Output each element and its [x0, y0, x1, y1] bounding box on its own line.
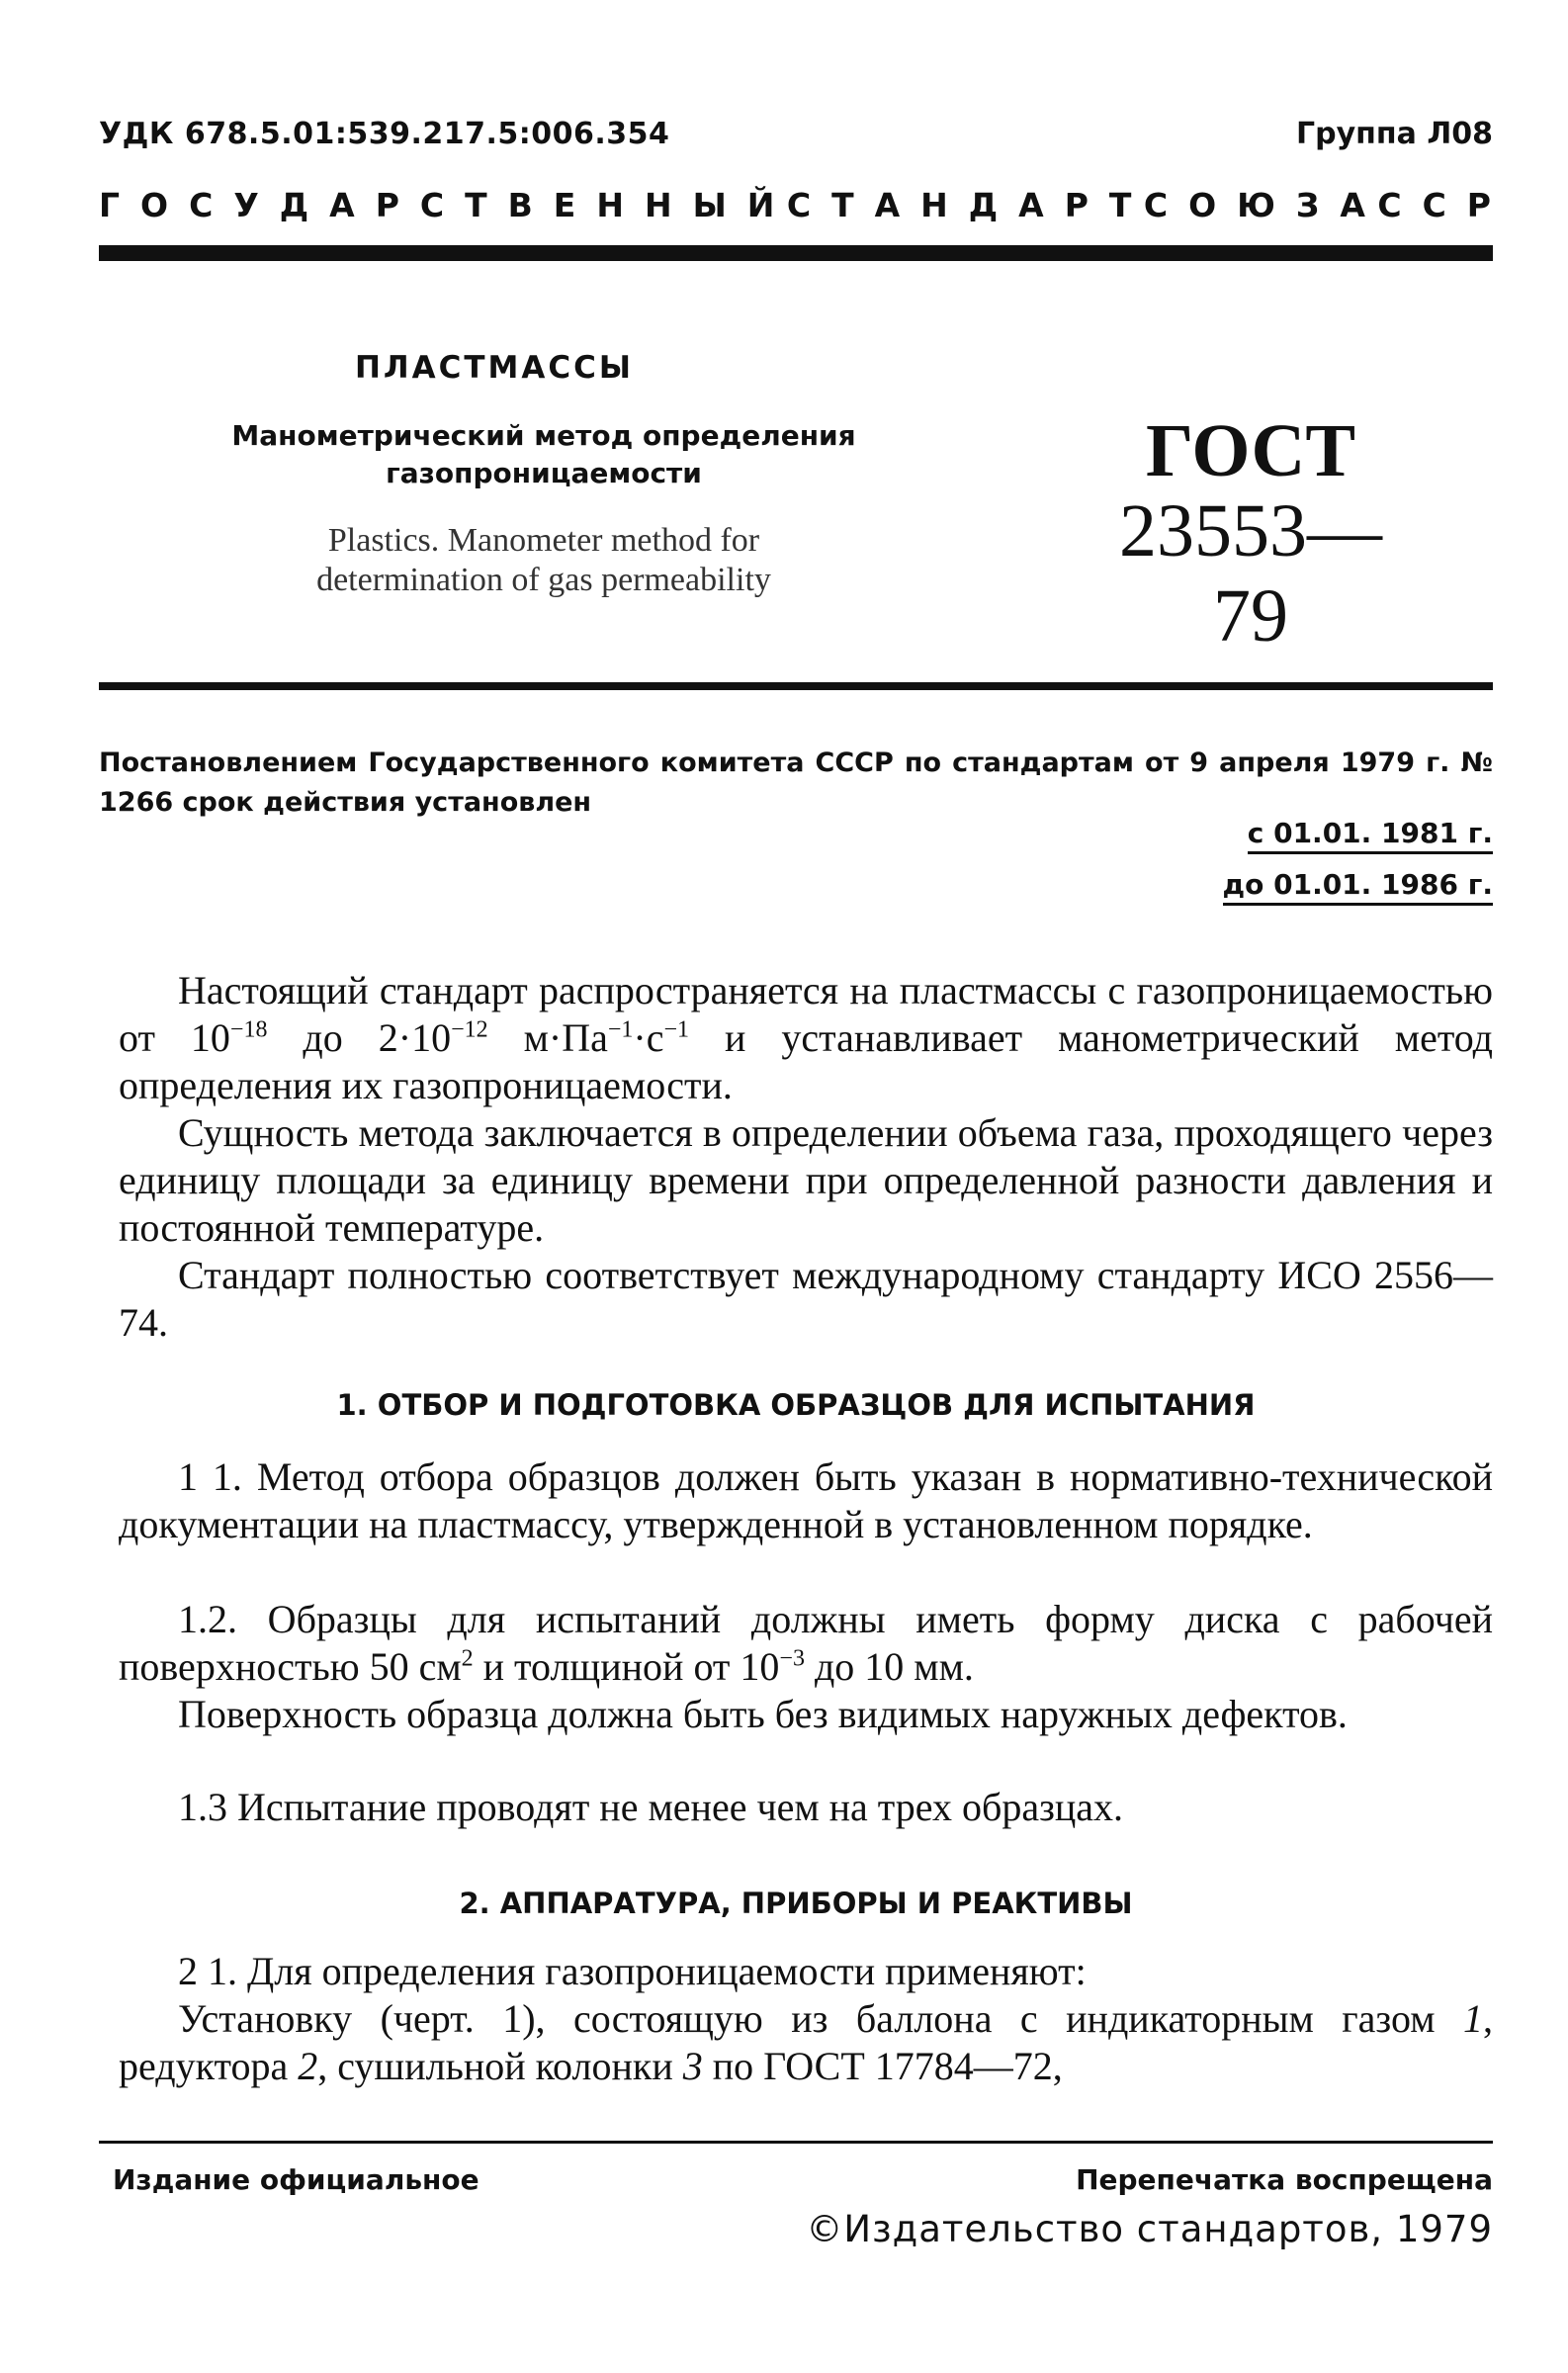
banner-letter: Г [99, 186, 121, 224]
superscript: −12 [451, 1016, 488, 1043]
banner-letter: А [1340, 186, 1365, 224]
text-run: ·с [633, 1015, 664, 1060]
text-run: Настоящий стандарт распространяется на пластмассы с газопроницаемостью от 10 [119, 968, 1493, 1060]
section-1-paragraph-2 [119, 1596, 1493, 1691]
document-title: ПЛАСТМАССЫ [354, 350, 635, 386]
banner-word-2 [787, 186, 1132, 224]
banner-letter: Р [375, 186, 399, 224]
text-run: 1.2. Образцы для испытаний должны иметь форму диска с рабочей поверхностью 50 см [119, 1597, 1493, 1689]
banner-letter: У [233, 186, 259, 224]
text-run: до 2·10 [267, 1015, 452, 1060]
banner-letter: Н [920, 186, 948, 224]
decree-text: Постановлением Государственного комитета СССР по стандартам от 9 апреля 1979 г. № 1266 срок действия установлен [99, 747, 1493, 818]
superscript: −1 [607, 1016, 634, 1043]
group-code: Группа Л08 [1296, 117, 1493, 151]
effective-date-to: до 01.01. 1986 г. [1223, 868, 1494, 906]
banner-letter: С [786, 186, 812, 224]
superscript: 2 [461, 1645, 474, 1672]
banner-letter: Е [553, 186, 576, 224]
section-2-paragraph-2 [119, 1995, 1493, 2090]
banner-letter: Н [644, 186, 672, 224]
english-title-line-1: Plastics. Manometer method for [327, 522, 760, 559]
banner-letter: Д [968, 186, 999, 224]
banner-letter: З [1295, 186, 1320, 224]
text-run: до 10 мм. [804, 1644, 974, 1689]
banner-word-3 [1144, 186, 1365, 224]
banner-letter: С [1143, 186, 1169, 224]
item-number: 3 [682, 2044, 703, 2088]
text-run: Установку (черт. 1), состоящую из баллона с индикаторным газом [178, 1996, 1463, 2041]
thick-divider [99, 245, 1493, 261]
document-subtitle [198, 417, 890, 492]
subtitle-line-1: Манометрический метод определения [231, 419, 856, 452]
english-title-line-2: determination of gas permeability [316, 562, 771, 598]
item-number: 2 [298, 2044, 318, 2088]
banner-letter: А [329, 186, 355, 224]
banner-letter: Р [1064, 186, 1089, 224]
union-standard-banner [99, 186, 1491, 224]
intro-paragraph-3: Стандарт полностью соответствует международному стандарту ИСО 2556—74. [119, 1253, 1493, 1345]
banner-letter: С [1377, 186, 1402, 224]
banner-letter: В [507, 186, 533, 224]
banner-letter: А [874, 186, 901, 224]
section-1-heading: 1. ОТБОР И ПОДГОТОВКА ОБРАЗЦОВ ДЛЯ ИСПЫТАНИЯ [336, 1388, 1256, 1422]
superscript: −18 [229, 1016, 268, 1043]
banner-letter: Н [596, 186, 624, 224]
text-run: , редуктора [119, 1996, 1493, 2088]
section-2-paragraph-1: 2 1. Для определения газопроницаемости применяют: [178, 1949, 1087, 1993]
banner-letter: Т [831, 186, 854, 224]
banner-letter: О [140, 186, 169, 224]
banner-letter: О [1188, 186, 1217, 224]
reprint-note: Перепечатка воспрещена [1076, 2163, 1493, 2196]
text-run: по ГОСТ 17784—72, [702, 2044, 1063, 2088]
section-1-paragraph-4: 1.3 Испытание проводят не менее чем на трех образцах. [178, 1785, 1124, 1829]
superscript: −1 [663, 1016, 690, 1043]
banner-letter: С [189, 186, 214, 224]
section-2-heading: 2. АППАРАТУРА, ПРИБОРЫ И РЕАКТИВЫ [459, 1887, 1133, 1920]
gost-label: ГОСТ [1145, 409, 1356, 492]
banner-letter: Т [1108, 186, 1132, 224]
title-divider [99, 682, 1493, 690]
udk-code: УДК 678.5.01:539.217.5:006.354 [99, 117, 670, 151]
banner-letter: С [419, 186, 445, 224]
text-run: м·Па [487, 1015, 608, 1060]
banner-word-4 [1377, 186, 1491, 224]
effective-date-from: с 01.01. 1981 г. [1248, 817, 1493, 854]
banner-letter: Ы [692, 186, 727, 224]
banner-letter: Д [279, 186, 309, 224]
banner-letter: Т [465, 186, 487, 224]
text-run: и толщиной от 10 [473, 1644, 780, 1689]
banner-letter: С [1422, 186, 1446, 224]
superscript: −3 [779, 1645, 805, 1672]
item-number: 1 [1463, 1996, 1483, 2041]
intro-paragraph-2: Сущность метода заключается в определении объема газа, проходящего через единицу площади за единицу времени при определенной разности давления и постоянной температуре. [119, 1110, 1493, 1250]
intro-paragraph-1 [119, 967, 1493, 1109]
text-run: , сушильной колонки [317, 2044, 683, 2088]
edition-note: Издание официальное [113, 2163, 479, 2196]
text-run: и устанавливает манометрический метод определения их газопроницаемости. [119, 1015, 1493, 1107]
banner-letter: Й [746, 186, 775, 224]
gost-number: 23553—79 [1119, 489, 1382, 658]
subtitle-line-2: газопроницаемости [386, 457, 702, 489]
banner-letter: Р [1466, 186, 1491, 224]
banner-word-1 [99, 186, 774, 224]
section-1-paragraph-3: Поверхность образца должна быть без видимых наружных дефектов. [178, 1692, 1348, 1736]
english-title [247, 521, 840, 600]
section-1-paragraph-1: 1 1. Метод отбора образцов должен быть указан в нормативно-технической документации на пластмассу, утвержденной в установленном порядке. [119, 1454, 1493, 1546]
publisher-copyright: ©Издательство стандартов, 1979 [806, 2208, 1493, 2250]
banner-letter: А [1018, 186, 1044, 224]
footer-divider [99, 2141, 1493, 2144]
banner-letter: Ю [1237, 186, 1275, 224]
